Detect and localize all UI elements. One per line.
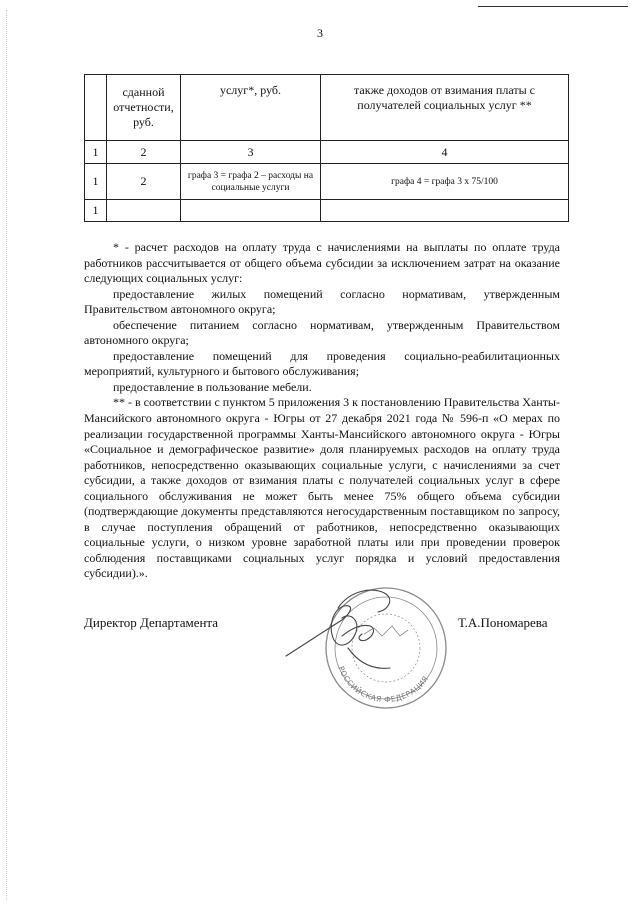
table-row	[85, 200, 569, 222]
subsidy-table	[84, 74, 569, 222]
signatory-name: Т.А.Пономарева	[458, 615, 548, 630]
table-row	[85, 141, 569, 164]
table-row	[85, 75, 569, 141]
note-paragraph: предоставление в пользование мебели.	[113, 379, 312, 394]
table-cell	[181, 200, 321, 222]
table-row	[85, 164, 569, 200]
note-paragraph: обеспечение питанием согласно нормативам, утвержденным Правительством автономного округа;	[84, 317, 560, 348]
official-seal-and-signature	[282, 578, 452, 723]
signatory-position: Директор Департамента	[84, 615, 219, 630]
table-cell: 1	[85, 164, 107, 200]
note-paragraph: * - расчет расходов на оплату труда с начислениями на выплаты по оплате труда работников рассчитывается от общего объема субсидии за исключением затрат на оказание следующих социальных услуг:	[84, 240, 560, 286]
note-paragraph: ** - в соответствии с пунктом 5 приложения 3 к постановлению Правительства Ханты-Мансийского автономного округа - Югры от 27 декабря 2021 года № 596-п «О мерах по реализации государственной программы Ханты-Мансийского автономного округа - Югры «Социальное и демографическое развитие» доля планируемых расходов на оплату труда работников, непосредственно оказывающих социальные услуги, с начислениями за счет субсидии, а также доходов от взимания платы с получателей социальных услуг в сфере социального обслуживания не может быть менее 75% общего объема субсидии (подтверждающие документы представляются негосударственным поставщиком по запросу, в случае поступления обращений от работников, непосредственно оказывающих социальные услуги, о низком уровне заработной платы или при проведении проверок соблюдения поставщиками социальных услуг порядка и условий предоставления субсидии).».	[84, 395, 560, 581]
top-rule	[478, 6, 628, 7]
table-cell	[85, 75, 107, 141]
table-cell: графа 4 = графа 3 х 75/100	[321, 164, 569, 200]
table-cell: также доходов от взимания платы с получателей социальных услуг **	[321, 75, 569, 141]
table-cell: сданной отчетности, руб.	[107, 75, 181, 141]
table-cell: графа 3 = графа 2 – расходы на социальные услуги	[181, 164, 321, 200]
notes-text	[84, 240, 560, 582]
table-cell	[321, 200, 569, 222]
table-cell: 1	[85, 200, 107, 222]
page-number: 3	[317, 26, 323, 40]
scan-margin-marks	[6, 10, 7, 900]
table-cell: 2	[107, 164, 181, 200]
table-cell: 3	[181, 141, 321, 164]
note-paragraph: предоставление жилых помещений согласно нормативам, утвержденным Правительством автономного округа;	[84, 286, 560, 317]
table-cell: услуг*, руб.	[181, 75, 321, 141]
table-cell: 1	[85, 141, 107, 164]
table-cell: 4	[321, 141, 569, 164]
table-cell: 2	[107, 141, 181, 164]
svg-text:РОССИЙСКАЯ ФЕДЕРАЦИЯ: РОССИЙСКАЯ ФЕДЕРАЦИЯ	[336, 664, 431, 705]
table-cell	[107, 200, 181, 222]
note-paragraph: предоставление помещений для проведения социально-реабилитационных мероприятий, культурного и бытового обслуживания;	[84, 348, 560, 379]
